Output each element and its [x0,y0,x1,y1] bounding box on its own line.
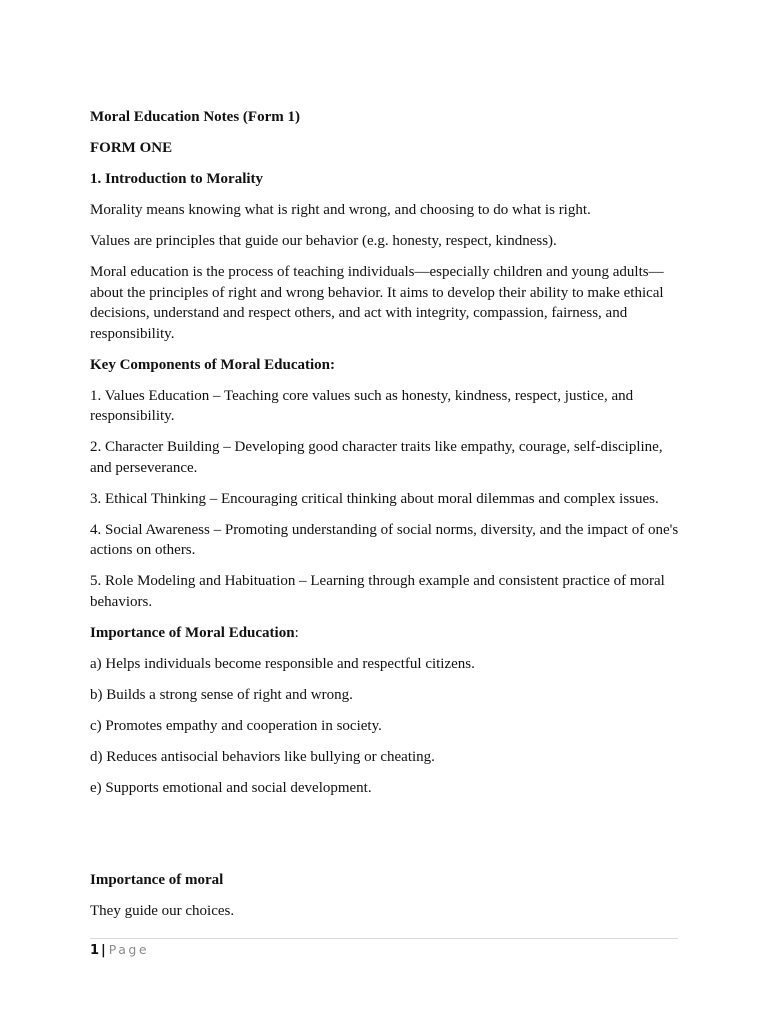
list-item: e) Supports emotional and social development. [90,779,372,796]
list-item: 3. Ethical Thinking – Encouraging critical thinking about moral dilemmas and complex issues. [90,490,659,507]
list-item: d) Reduces antisocial behaviors like bullying or cheating. [90,748,435,765]
document-page [90,107,680,932]
section-heading-importance-of-moral: Importance of moral [90,871,224,888]
paragraph-moral-education: Moral education is the process of teaching individuals—especially children and young adults—about the principles of right and wrong behavior. It aims to develop their ability to make ethical decisions, understand and respect others, and act with integrity, compassion, fairness, and responsibility. [90,264,664,342]
section-heading-importance [90,623,680,644]
list-item: 1. Values Education – Teaching core values such as honesty, kindness, respect, justice, and responsibility. [90,387,634,424]
paragraph-values-definition: Values are principles that guide our behavior (e.g. honesty, respect, kindness). [90,233,557,249]
importance-heading-colon: : [294,624,299,641]
list-item: 4. Social Awareness – Promoting understanding of social norms, diversity, and the impact of one's actions on others. [90,521,679,558]
section-heading-key-components: Key Components of Moral Education: [90,356,335,373]
list-item: 2. Character Building – Developing good character traits like empathy, courage, self-discipline, and perseverance. [90,439,663,476]
footer-separator: | [101,943,106,958]
form-label: FORM ONE [90,140,173,156]
blank-space [90,809,680,870]
page-label: Page [108,942,150,957]
document-title: Moral Education Notes (Form 1) [90,109,300,125]
list-item: 5. Role Modeling and Habituation – Learning through example and consistent practice of moral behaviors. [90,573,665,610]
paragraph-morality-definition: Morality means knowing what is right and wrong, and choosing to do what is right. [90,202,591,218]
importance-heading-text: Importance of Moral Education [90,624,295,641]
paragraph-guide-choices: They guide our choices. [90,902,235,919]
page-number: 1 [90,943,100,958]
section-heading-introduction: 1. Introduction to Morality [90,171,264,187]
list-item: c) Promotes empathy and cooperation in society. [90,717,382,734]
list-item: a) Helps individuals become responsible and respectful citizens. [90,655,475,672]
list-item: b) Builds a strong sense of right and wrong. [90,686,353,703]
page-footer [90,938,678,960]
